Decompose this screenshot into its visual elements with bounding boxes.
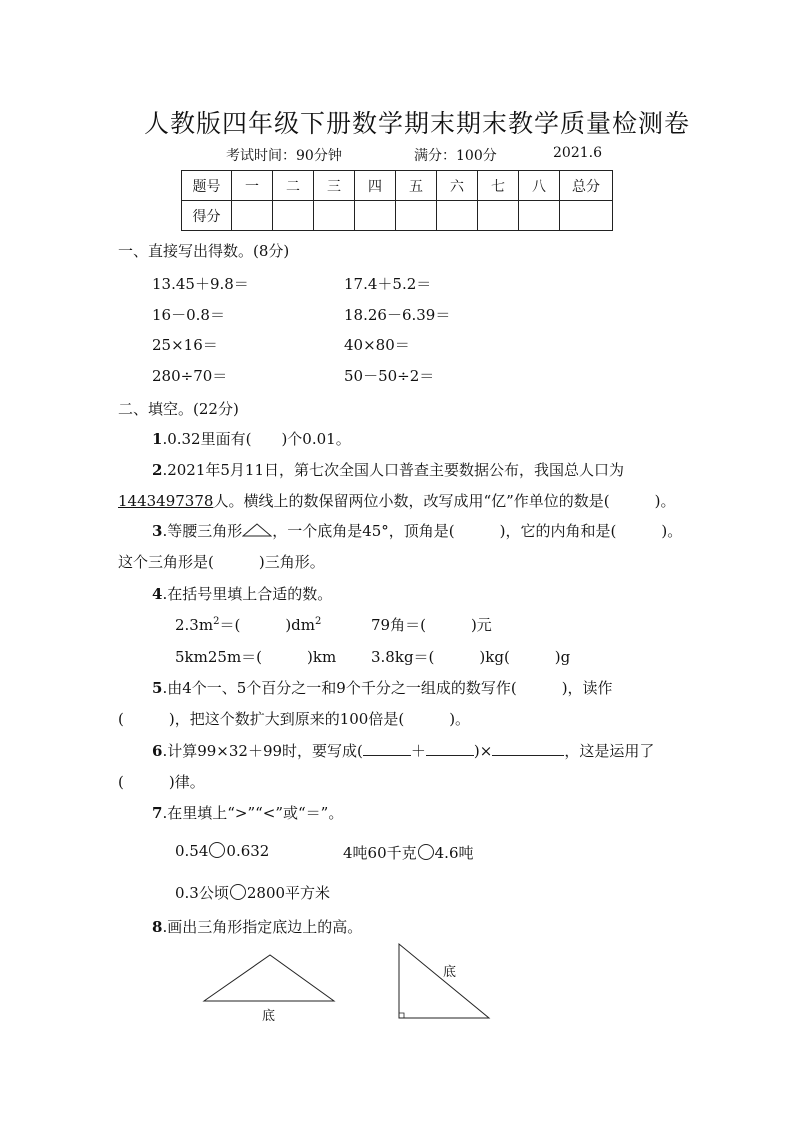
compare-right: 0.632 [226, 842, 270, 860]
question-text: .由4个一、5个百分之一和9个千分之一组成的数写作( )，读作 [162, 679, 613, 697]
section-2-heading: 二、填空。(22分) [118, 400, 239, 418]
score-input-cell[interactable] [519, 201, 560, 231]
question-number: 5 [152, 679, 163, 697]
score-row-label: 得分 [182, 201, 232, 231]
calc-item: 280÷70＝ [152, 367, 228, 385]
score-header-cell: 五 [396, 171, 437, 201]
question-3-line-2: 这个三角形是( )三角形。 [118, 553, 325, 571]
question-2-line-1 [152, 459, 624, 480]
compare-left: 4吨60千克 [343, 844, 417, 862]
triangle-2-base-label: 底 [443, 965, 457, 980]
score-header-cell: 二 [273, 171, 314, 201]
question-text: ，一个底角是45°，顶角是( )，它的内角和是( )。 [272, 522, 683, 540]
calc-item: 17.4＋5.2＝ [344, 275, 432, 293]
question-4-a [175, 614, 321, 635]
question-number: 7 [152, 804, 163, 822]
compare-left: 0.54 [175, 842, 209, 860]
compare-item-c [175, 882, 330, 903]
score-header-cell: 七 [478, 171, 519, 201]
question-text: 人。横线上的数保留两位小数，改写成用“亿”作单位的数是( )。 [213, 492, 676, 510]
question-text: .画出三角形指定底边上的高。 [162, 918, 363, 936]
compare-right: 4.6吨 [434, 844, 474, 862]
exam-date: 2021.6 [553, 145, 602, 161]
score-header-cell: 题号 [182, 171, 232, 201]
score-table-header-row [182, 171, 613, 201]
question-number: 1 [152, 430, 163, 448]
score-input-cell[interactable] [437, 201, 478, 231]
score-header-cell: 一 [232, 171, 273, 201]
question-4-d: 3.8kg＝( )kg( )g [371, 648, 571, 666]
compare-circle[interactable] [230, 884, 246, 900]
unit-value: 2.3m [175, 616, 214, 634]
unit-value: ＝( )dm [219, 616, 315, 634]
population-number: 1443497378 [118, 492, 214, 510]
question-text: .0.32里面有( )个0.01。 [162, 430, 351, 448]
question-1 [152, 428, 351, 449]
question-5-line-2: ( )，把这个数扩大到原来的100倍是( )。 [118, 710, 471, 728]
question-4-c: 5km25m＝( )km [175, 648, 337, 666]
question-text: ，这是运用了 [564, 742, 655, 760]
score-input-cell[interactable] [396, 201, 437, 231]
question-number: 6 [152, 742, 163, 760]
question-4-b: 79角＝( )元 [371, 616, 492, 634]
calc-item: 13.45＋9.8＝ [152, 275, 249, 293]
question-2-line-2 [118, 490, 675, 511]
score-table [181, 170, 613, 231]
question-5-line-1 [152, 677, 613, 698]
question-3-line-1 [152, 520, 682, 541]
calc-item: 25×16＝ [152, 336, 218, 354]
question-text: .等腰三角形 [162, 522, 243, 540]
page-title: 人教版四年级下册数学期末期末教学质量检测卷 [143, 109, 690, 138]
score-input-cell[interactable] [273, 201, 314, 231]
calc-item: 50－50÷2＝ [344, 367, 435, 385]
question-text: )× [473, 742, 493, 760]
compare-circle[interactable] [418, 844, 434, 860]
score-input-cell[interactable] [355, 201, 396, 231]
calc-item: 40×80＝ [344, 336, 410, 354]
question-7 [152, 802, 343, 823]
score-header-cell: 四 [355, 171, 396, 201]
score-table-score-row [182, 201, 613, 231]
answer-blank[interactable] [492, 741, 564, 756]
exam-time: 考试时间：90分钟 [226, 148, 342, 164]
triangle-1-base-label: 底 [262, 1009, 276, 1024]
question-number: 3 [152, 522, 163, 540]
section-1-heading: 一、直接写出得数。(8分) [118, 242, 290, 260]
question-4 [152, 583, 332, 604]
answer-blank[interactable] [363, 741, 411, 756]
score-input-cell[interactable] [232, 201, 273, 231]
compare-item-a [175, 842, 269, 860]
calc-item: 18.26－6.39＝ [344, 306, 451, 324]
score-header-cell: 六 [437, 171, 478, 201]
question-8 [152, 916, 362, 937]
compare-circle[interactable] [209, 842, 225, 858]
compare-right: 2800平方米 [246, 884, 331, 902]
right-triangle-figure [395, 940, 495, 1025]
full-score: 满分：100分 [414, 148, 497, 164]
question-6-line-2: ( )律。 [118, 773, 205, 791]
question-text: .2021年5月11日，第七次全国人口普查主要数据公布，我国总人口为 [162, 461, 625, 479]
question-number: 4 [152, 585, 163, 603]
plus-sign: ＋ [410, 742, 426, 760]
score-input-cell[interactable] [560, 201, 613, 231]
score-header-cell: 三 [314, 171, 355, 201]
calc-item: 16－0.8＝ [152, 306, 225, 324]
question-number: 2 [152, 461, 163, 479]
compare-left: 0.3公顷 [175, 884, 229, 902]
superscript: 2 [315, 616, 322, 627]
question-number: 8 [152, 918, 163, 936]
question-text: .在括号里填上合适的数。 [162, 585, 333, 603]
question-text: .在里填上“>”“<”或“＝”。 [162, 804, 344, 822]
question-6-line-1 [152, 740, 654, 761]
score-input-cell[interactable] [478, 201, 519, 231]
score-header-cell: 八 [519, 171, 560, 201]
isosceles-triangle-icon [242, 522, 272, 538]
score-header-cell: 总分 [560, 171, 613, 201]
superscript: 2 [213, 616, 220, 627]
score-input-cell[interactable] [314, 201, 355, 231]
answer-blank[interactable] [426, 741, 474, 756]
question-text: .计算99×32＋99时，要写成( [162, 742, 363, 760]
compare-item-b [343, 842, 474, 863]
